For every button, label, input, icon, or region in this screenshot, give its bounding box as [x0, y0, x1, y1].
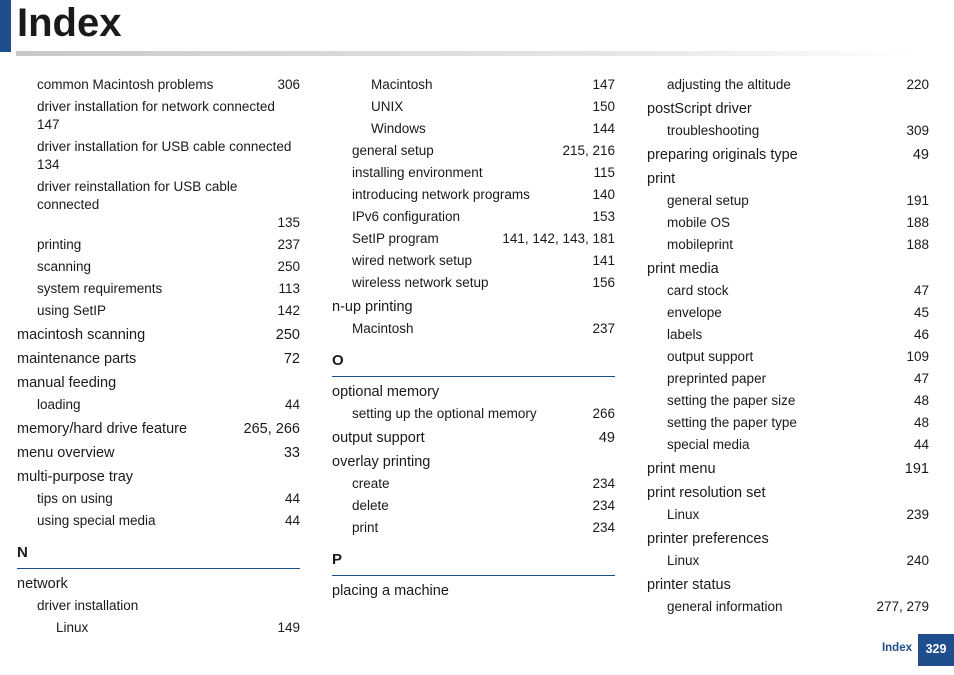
index-entry — [17, 597, 300, 615]
index-term: Linux — [667, 507, 700, 522]
index-column-1 — [17, 74, 300, 637]
index-entry — [17, 444, 300, 462]
index-term: common Macintosh problems — [37, 77, 214, 92]
index-term: using SetIP — [37, 303, 107, 318]
index-term: introducing network programs — [352, 187, 530, 202]
index-term: labels — [667, 327, 703, 342]
index-term: preparing originals type — [647, 147, 798, 163]
index-entry — [647, 214, 929, 232]
section-letter: O — [332, 352, 344, 369]
index-entry — [647, 552, 929, 570]
index-term: Windows — [371, 121, 426, 136]
index-term: installing environment — [352, 165, 483, 180]
index-term: system requirements — [37, 281, 163, 296]
index-page-ref: 33 — [280, 444, 300, 462]
index-term: preprinted paper — [667, 371, 767, 386]
index-entry — [647, 436, 929, 454]
index-entry — [17, 280, 300, 298]
index-entry — [332, 320, 615, 338]
index-term: manual feeding — [17, 375, 117, 391]
index-entry — [332, 298, 615, 316]
index-term: special media — [667, 437, 750, 452]
index-page-ref: 142 — [273, 302, 300, 320]
index-term: printer preferences — [647, 531, 769, 547]
index-page-ref: 250 — [272, 326, 300, 344]
index-entry — [332, 208, 615, 226]
index-term: mobileprint — [667, 237, 734, 252]
index-entry — [332, 76, 615, 94]
index-entry — [332, 98, 615, 116]
index-entry — [647, 460, 929, 478]
index-page-ref: 46 — [910, 326, 929, 344]
index-page-ref: 45 — [910, 304, 929, 322]
index-page-ref: 147 — [588, 76, 615, 94]
index-column-2 — [332, 74, 615, 600]
index-term: setting the paper size — [667, 393, 796, 408]
index-page-ref: 191 — [902, 192, 929, 210]
index-page-ref: 48 — [910, 392, 929, 410]
index-page-ref: 153 — [588, 208, 615, 226]
index-entry — [332, 164, 615, 182]
index-page-ref: 150 — [588, 98, 615, 116]
index-term: print media — [647, 261, 719, 277]
index-page-ref: 141, 142, 143, 181 — [498, 230, 615, 248]
index-entry — [332, 405, 615, 423]
page-title: Index — [17, 1, 122, 45]
index-entry — [647, 236, 929, 254]
index-term: printer status — [647, 577, 731, 593]
index-page-ref: 49 — [909, 146, 929, 164]
index-term: placing a machine — [332, 583, 449, 599]
index-page-ref: 115 — [589, 164, 615, 182]
index-term: output support — [332, 430, 425, 446]
index-entry — [17, 258, 300, 276]
index-page-ref: 250 — [273, 258, 300, 276]
index-entry — [647, 146, 929, 164]
index-term: driver installation — [37, 598, 139, 613]
index-page-ref: 48 — [910, 414, 929, 432]
index-page-ref: 49 — [595, 429, 615, 447]
footer-section-label: Index — [881, 642, 912, 654]
index-page-ref: 135 — [37, 214, 300, 232]
index-entry — [647, 282, 929, 300]
index-term: wired network setup — [352, 253, 473, 268]
index-entry — [647, 576, 929, 594]
index-term: setting the paper type — [667, 415, 797, 430]
section-divider — [17, 568, 300, 569]
index-entry — [17, 490, 300, 508]
index-entry — [332, 252, 615, 270]
index-page-ref: 144 — [588, 120, 615, 138]
index-page-ref: 266 — [588, 405, 615, 423]
index-entry — [332, 497, 615, 515]
index-entry — [647, 326, 929, 344]
index-entry — [17, 512, 300, 530]
index-page-ref: 44 — [281, 396, 300, 414]
index-entry — [17, 326, 300, 344]
index-term: network — [17, 576, 68, 592]
index-term: driver installation for network connected 147 — [37, 99, 275, 132]
index-entry — [647, 530, 929, 548]
index-term: Linux — [667, 553, 700, 568]
index-entry — [332, 230, 615, 248]
index-entry — [332, 453, 615, 471]
index-page-ref: 215, 216 — [558, 142, 615, 160]
index-page-ref: 156 — [588, 274, 615, 292]
index-entry — [332, 383, 615, 401]
index-term: print — [352, 520, 379, 535]
index-entry — [332, 186, 615, 204]
index-term: setting up the optional memory — [352, 406, 537, 421]
index-page-ref: 109 — [902, 348, 929, 366]
index-page-ref: 237 — [588, 320, 615, 338]
index-term: driver reinstallation for USB cable connected — [37, 179, 238, 212]
index-term: postScript driver — [647, 101, 752, 117]
index-term: memory/hard drive feature — [17, 421, 188, 437]
index-term: UNIX — [371, 99, 404, 114]
index-page-ref: 309 — [902, 122, 929, 140]
index-term: n-up printing — [332, 299, 413, 315]
index-entry — [17, 374, 300, 392]
index-entry — [17, 98, 300, 134]
index-entry — [17, 236, 300, 254]
index-entry — [17, 396, 300, 414]
index-term: Macintosh — [371, 77, 433, 92]
index-page-ref: 265, 266 — [240, 420, 300, 438]
index-page-ref: 234 — [588, 519, 615, 537]
index-page-ref: 306 — [273, 76, 300, 94]
index-page-ref: 44 — [281, 512, 300, 530]
index-column-3 — [647, 74, 929, 616]
index-term: driver installation for USB cable connected 134 — [37, 139, 292, 172]
index-term: printing — [37, 237, 82, 252]
index-term: mobile OS — [667, 215, 731, 230]
index-term: tips on using — [37, 491, 113, 506]
index-entry — [647, 414, 929, 432]
index-entry — [332, 519, 615, 537]
index-term: envelope — [667, 305, 722, 320]
section-divider — [332, 376, 615, 377]
index-page-ref: 234 — [588, 497, 615, 515]
index-entry — [647, 170, 929, 188]
index-term: menu overview — [17, 445, 115, 461]
index-entry — [647, 100, 929, 118]
index-term: optional memory — [332, 384, 440, 400]
index-entry — [17, 302, 300, 320]
index-term: print — [647, 171, 676, 187]
index-entry — [17, 420, 300, 438]
index-page-ref: 141 — [588, 252, 615, 270]
index-term: create — [352, 476, 390, 491]
title-divider — [16, 51, 916, 56]
index-entry — [647, 506, 929, 524]
index-entry — [17, 619, 300, 637]
index-term: maintenance parts — [17, 351, 137, 367]
index-term: print menu — [647, 461, 716, 477]
index-page-ref: 47 — [910, 282, 929, 300]
page-number-badge: 329 — [918, 634, 954, 666]
index-entry — [332, 274, 615, 292]
index-entry — [647, 122, 929, 140]
index-entry — [17, 138, 300, 174]
index-entry — [647, 370, 929, 388]
index-page-ref: 72 — [280, 350, 300, 368]
index-term: using special media — [37, 513, 156, 528]
index-entry — [332, 120, 615, 138]
index-entry — [332, 475, 615, 493]
index-entry — [332, 582, 615, 600]
index-entry — [647, 192, 929, 210]
index-term: card stock — [667, 283, 729, 298]
index-entry — [332, 429, 615, 447]
index-term: loading — [37, 397, 81, 412]
index-term: output support — [667, 349, 754, 364]
index-term: Macintosh — [352, 321, 414, 336]
index-term: macintosh scanning — [17, 327, 146, 343]
index-entry — [17, 76, 300, 94]
index-term: troubleshooting — [667, 123, 760, 138]
index-term: scanning — [37, 259, 92, 274]
index-entry — [17, 575, 300, 593]
index-page-ref: 191 — [901, 460, 929, 478]
index-term: SetIP program — [352, 231, 439, 246]
index-page-ref: 149 — [273, 619, 300, 637]
index-entry — [332, 142, 615, 160]
index-page-ref: 188 — [902, 236, 929, 254]
index-term: multi-purpose tray — [17, 469, 134, 485]
index-entry — [647, 304, 929, 322]
header-accent-bar — [0, 0, 11, 52]
index-entry — [17, 350, 300, 368]
index-term: general setup — [352, 143, 434, 158]
index-entry — [647, 260, 929, 278]
index-page-ref: 239 — [902, 506, 929, 524]
index-term: adjusting the altitude — [667, 77, 791, 92]
index-term: general setup — [667, 193, 749, 208]
index-page-ref: 234 — [588, 475, 615, 493]
index-term: print resolution set — [647, 485, 766, 501]
index-term: Linux — [56, 620, 89, 635]
index-entry — [647, 484, 929, 502]
index-term: overlay printing — [332, 454, 431, 470]
index-term: general information — [667, 599, 783, 614]
index-page-ref: 188 — [902, 214, 929, 232]
index-entry — [647, 76, 929, 94]
index-term: IPv6 configuration — [352, 209, 461, 224]
section-divider — [332, 575, 615, 576]
section-letter: P — [332, 551, 343, 568]
index-page-ref: 140 — [588, 186, 615, 204]
index-entry — [647, 392, 929, 410]
index-page-ref: 44 — [910, 436, 929, 454]
index-entry — [17, 178, 300, 232]
index-page-ref: 44 — [281, 490, 300, 508]
index-page-ref: 237 — [273, 236, 300, 254]
index-entry — [647, 598, 929, 616]
index-page-ref: 47 — [910, 370, 929, 388]
index-entry — [647, 348, 929, 366]
section-letter: N — [17, 544, 28, 561]
index-page-ref: 113 — [274, 280, 300, 298]
index-page-ref: 240 — [902, 552, 929, 570]
index-page-ref: 220 — [902, 76, 929, 94]
index-page-ref: 277, 279 — [872, 598, 929, 616]
index-term: delete — [352, 498, 389, 513]
index-term: wireless network setup — [352, 275, 489, 290]
index-entry — [17, 468, 300, 486]
